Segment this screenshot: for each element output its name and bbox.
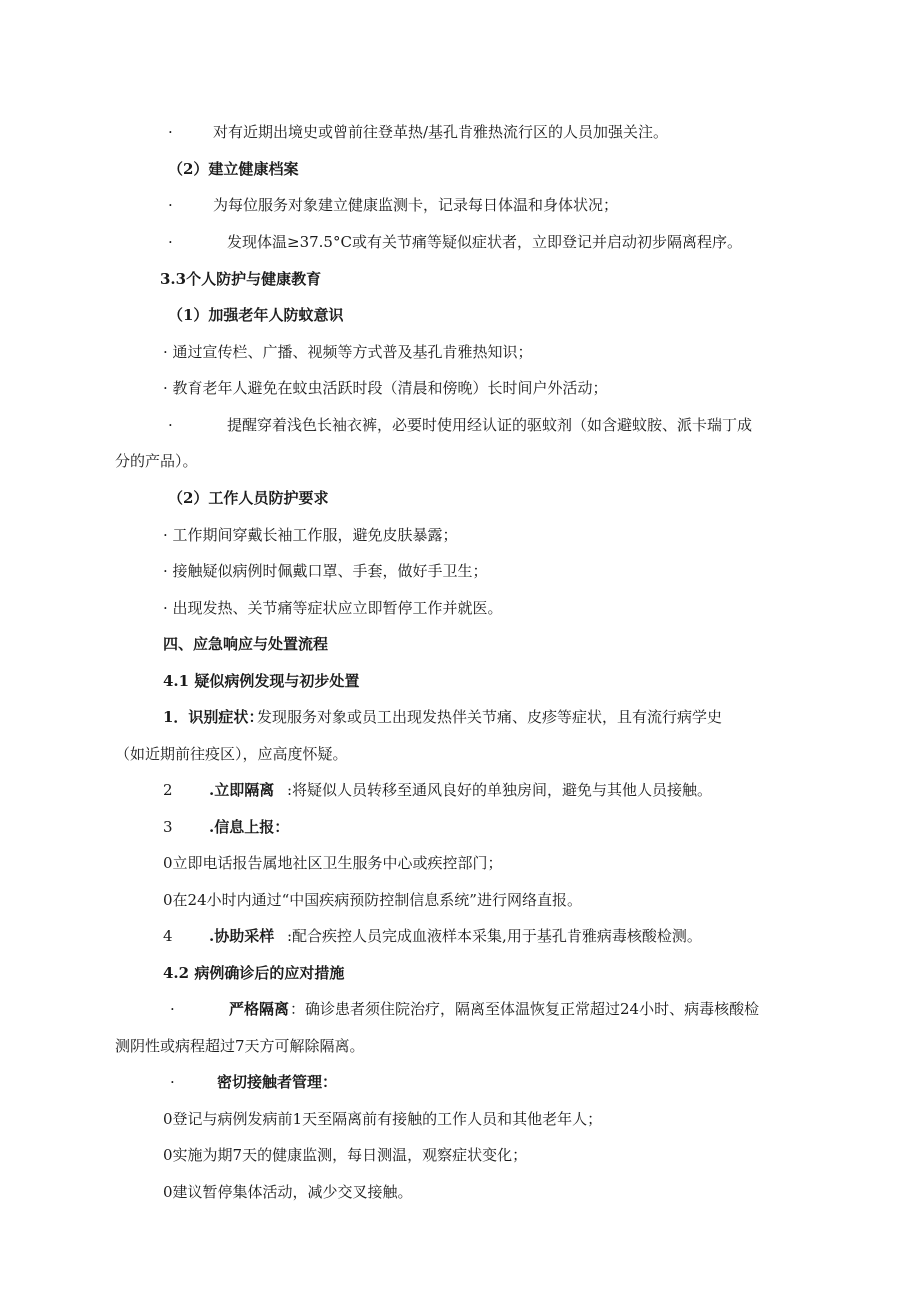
step-number: 2 <box>163 781 173 799</box>
bullet: · <box>168 416 173 434</box>
list-item: · 通过宣传栏、广播、视频等方式普及基孔肯雅热知识； <box>163 343 533 361</box>
subsection-heading: （2）建立健康档案 <box>168 160 299 178</box>
subsection-heading: 4.1 疑似病例发现与初步处置 <box>163 672 360 690</box>
subsection-heading: 4.2 病例确诊后的应对措施 <box>163 964 345 982</box>
list-item: 0在24小时内通过“中国疾病预防控制信息系统”进行网络直报。 <box>163 891 582 909</box>
step-number: 3 <box>163 818 173 836</box>
step-label: 1．识别症状： <box>163 708 264 726</box>
bullet: · <box>168 233 173 251</box>
list-item: · 出现发热、关节痛等症状应立即暂停工作并就医。 <box>163 599 503 617</box>
list-item: · 工作期间穿戴长袖工作服，避免皮肤暴露； <box>163 526 458 544</box>
list-item: · 接触疑似病例时佩戴口罩、手套，做好手卫生； <box>163 562 488 580</box>
paragraph-line: 分的产品）。 <box>115 452 198 470</box>
paragraph-line: （如近期前往疫区），应高度怀疑。 <box>115 745 348 763</box>
paragraph-line: ：确诊患者须住院治疗，隔离至体温恢复正常超过24小时、病毒核酸检 <box>290 1000 760 1018</box>
list-item: 0建议暂停集体活动，减少交叉接触。 <box>163 1183 413 1201</box>
section-heading: 四、应急响应与处置流程 <box>163 635 329 653</box>
step-number: 4 <box>163 927 173 945</box>
paragraph-line: 提醒穿着浅色长袖衣裤，必要时使用经认证的驱蚊剂（如含避蚊胺、派卡瑞丁成 <box>227 416 753 434</box>
bullet: · <box>168 196 173 214</box>
list-item: 0实施为期7天的健康监测，每日测温，观察症状变化； <box>163 1146 528 1164</box>
paragraph-line: 对有近期出境史或曾前往登革热/基孔肯雅热流行区的人员加强关注。 <box>213 123 669 141</box>
list-item: · 教育老年人避免在蚊虫活跃时段（清晨和傍晚）长时间户外活动； <box>163 379 608 397</box>
subsection-heading: （1）加强老年人防蚊意识 <box>168 306 344 324</box>
paragraph-line: 测阴性或病程超过7天方可解除隔离。 <box>115 1037 365 1055</box>
bullet: · <box>170 1000 175 1018</box>
bullet: · <box>168 123 173 141</box>
section-heading: 3.3个人防护与健康教育 <box>160 270 322 288</box>
item-label: 严格隔离 <box>229 1000 290 1018</box>
bullet: · <box>170 1073 175 1091</box>
subsection-heading: （2）工作人员防护要求 <box>168 489 329 507</box>
item-label: 密切接触者管理： <box>217 1073 338 1091</box>
step-label: .信息上报： <box>209 818 290 836</box>
paragraph-line: 发现服务对象或员工出现发热伴关节痛、皮疹等症状，且有流行病学史 <box>257 708 723 726</box>
list-item: 0立即电话报告属地社区卫生服务中心或疾控部门； <box>163 854 503 872</box>
paragraph-line: :配合疾控人员完成血液样本采集,用于基孔肯雅病毒核酸检测。 <box>287 927 702 945</box>
step-label: .协助采样 <box>209 927 275 945</box>
paragraph-line: 为每位服务对象建立健康监测卡，记录每日体温和身体状况； <box>213 196 619 214</box>
paragraph-line: :将疑似人员转移至通风良好的单独房间，避免与其他人员接触。 <box>287 781 713 799</box>
step-label: .立即隔离 <box>209 781 275 799</box>
paragraph-line: 发现体温≥37.5°C或有关节痛等疑似症状者，立即登记并启动初步隔离程序。 <box>227 233 742 251</box>
list-item: 0登记与病例发病前1天至隔离前有接触的工作人员和其他老年人； <box>163 1110 603 1128</box>
